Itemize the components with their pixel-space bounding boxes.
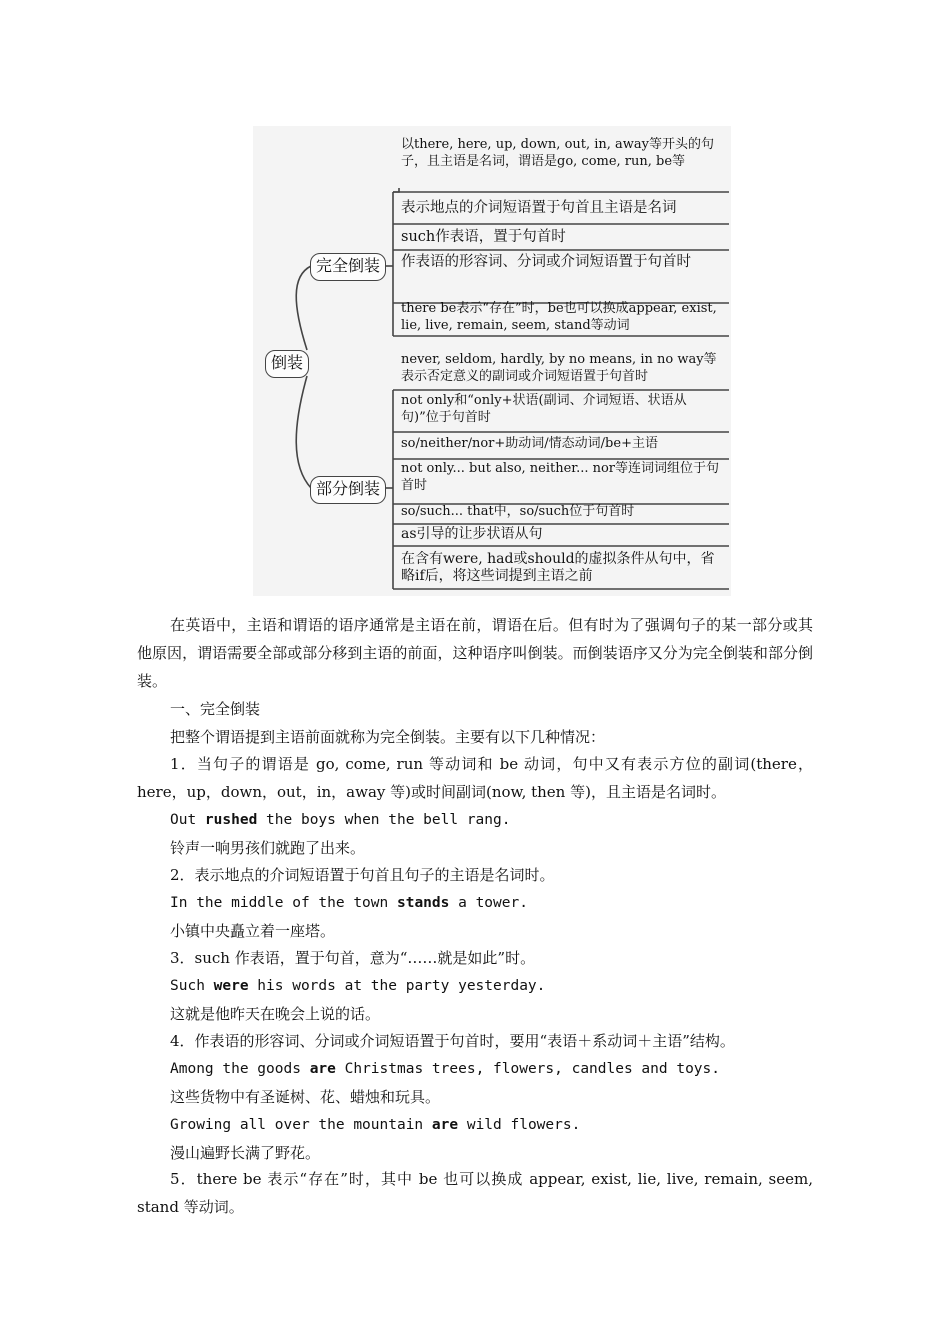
translation-4b: 漫山遍野长满了野花。 <box>170 1144 321 1162</box>
translation-1: 铃声一响男孩们就跑了出来。 <box>170 839 366 857</box>
full-item-2: 表示地点的介词短语置于句首且主语是名词 <box>401 200 677 216</box>
mind-map-root: 倒装 <box>265 350 309 378</box>
rule-2: 2．表示地点的介词短语置于句首且句子的主语是名词时。 <box>170 866 555 884</box>
full-item-4: 作表语的形容词、分词或介词短语置于句首时 <box>401 254 691 270</box>
translation-2: 小镇中央矗立着一座塔。 <box>170 922 336 940</box>
example-3: Such were his words at the party yesterday. <box>170 978 546 994</box>
translation-4a: 这些货物中有圣诞树、花、蜡烛和玩具。 <box>170 1088 441 1106</box>
translation-3: 这就是他昨天在晚会上说的话。 <box>170 1005 381 1023</box>
full-item-3: such作表语，置于句首时 <box>401 229 566 245</box>
partial-item-2: not only和“only+状语(副词、介词短语、状语从句)”位于句首时 <box>401 393 687 425</box>
partial-item-3: so/neither/nor+助动词/情态动词/be+主语 <box>401 436 658 451</box>
section-heading-full-inversion: 一、完全倒装 <box>170 700 261 718</box>
full-item-1: 以there, here, up, down, out, in, away等开头的句子，且主语是名词，谓语是go, come, run, be等 <box>401 137 715 169</box>
rule-4: 4．作表语的形容词、分词或介词短语置于句首时，要用“表语＋系动词＋主语”结构。 <box>170 1032 735 1050</box>
partial-item-6: as引导的让步状语从句 <box>401 526 543 542</box>
full-inversion-definition: 把整个谓语提到主语前面就称为完全倒装。主要有以下几种情况： <box>170 728 606 746</box>
full-item-5: there be表示“存在”时，be也可以换成appear, exist, lie, live, remain, seem, stand等动词 <box>401 301 717 333</box>
inversion-mind-map <box>253 126 731 596</box>
rule-5: 5．there be 表示“存在”时，其中 be 也可以换成 appear, exist, lie, live, remain, seem, stand 等动词。 <box>137 1170 813 1216</box>
intro-paragraph: 在英语中，主语和谓语的语序通常是主语在前，谓语在后。但有时为了强调句子的某一部分或其他原因，谓语需要全部或部分移到主语的前面，这种语序叫倒装。而倒装语序又分为完全倒装和部分倒装。 <box>137 616 813 690</box>
rule-1: 1．当句子的谓语是 go, come, run 等动词和 be 动词，句中又有表示方位的副词(there，here，up，down，out，in，away 等)或时间副词(now, then 等)，且主语是名词时。 <box>137 755 813 801</box>
partial-item-5: so/such... that中，so/such位于句首时 <box>401 504 635 519</box>
partial-item-4: not only... but also, neither... nor等连词词组位于句首时 <box>401 461 720 493</box>
example-4b: Growing all over the mountain are wild flowers. <box>170 1117 581 1133</box>
rule-3: 3．such 作表语，置于句首，意为“……就是如此”时。 <box>170 949 536 967</box>
example-1: Out rushed the boys when the bell rang. <box>170 812 511 828</box>
branch-full-inversion: 完全倒装 <box>310 253 386 281</box>
partial-item-7: 在含有were, had或should的虚拟条件从句中，省略if后，将这些词提到主语之前 <box>401 551 715 584</box>
branch-partial-inversion: 部分倒装 <box>310 476 386 504</box>
example-2: In the middle of the town stands a tower. <box>170 895 528 911</box>
partial-item-1: never, seldom, hardly, by no means, in no way等表示否定意义的副词或介词短语置于句首时 <box>401 352 717 384</box>
example-4a: Among the goods are Christmas trees, flowers, candles and toys. <box>170 1061 720 1077</box>
